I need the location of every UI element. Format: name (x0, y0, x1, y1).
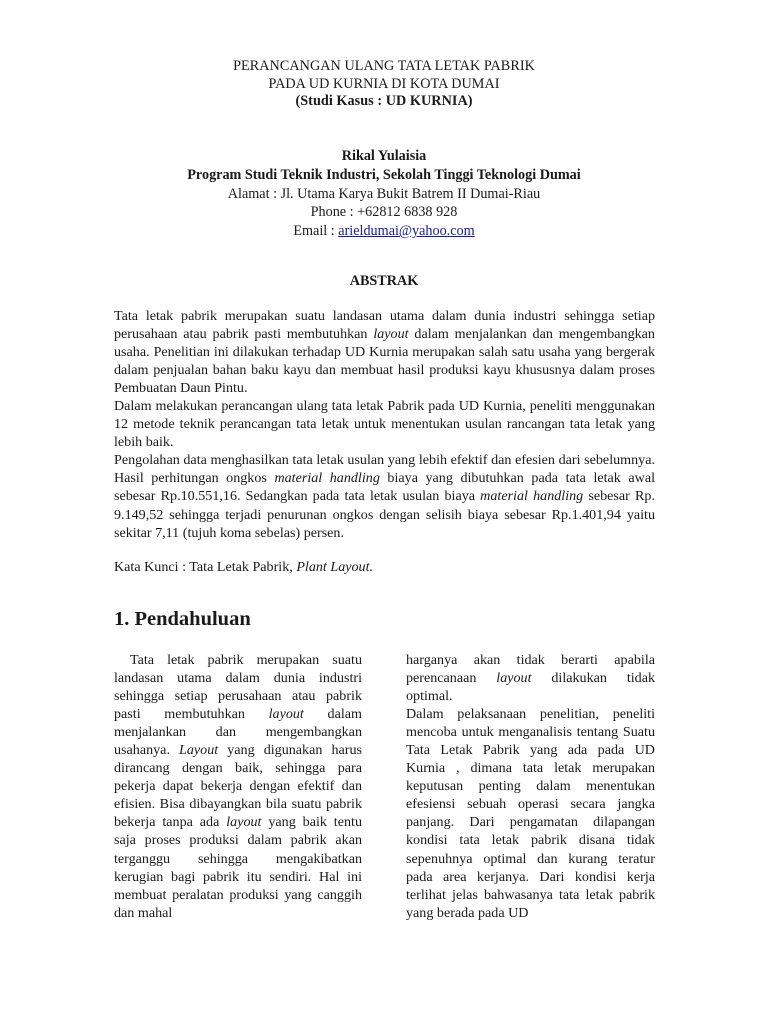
intro-text-b: dalam menjalankan dan mengembangkan usahanya. (114, 706, 362, 759)
intro-paragraph-3: Dalam pelaksanaan penelitian, peneliti mencoba untuk menganalisis tentang Suatu Tata Letak Pabrik yang ada pada UD Kurnia , dimana tata letak merupakan keputusan penting dalam menentukan efesiensi sebuah operasi secara jangka panjang. Dari pengamatan dilapangan kondisi tata letak pabrik disana tidak sepenuhnya optimal dan kurang teratur pada area kerjanya. Dari kondisi kerja terlihat jelas bahwasanya tata letak pabrik yang berada pada UD (406, 706, 655, 921)
abstract-p1-text-a: Tata letak pabrik merupakan suatu landasan utama dalam dunia industri sehingga setiap perusahaan atau pabrik pasti membutuhkan (114, 308, 655, 343)
title-line-3: (Studi Kasus : UD KURNIA) (295, 93, 473, 109)
section-heading-pendahuluan: 1. Pendahuluan (114, 608, 251, 630)
email-label: Email : (293, 223, 339, 240)
intro-text-a: Tata letak pabrik merupakan suatu landasan utama dalam dunia industri sehingga setiap perusahaan atau pabrik pasti membutuhkan (114, 652, 362, 723)
abstract-p3-italic-1: material handling (274, 470, 380, 487)
intro-paragraph-2 (406, 651, 655, 705)
title-line-2: PADA UD KURNIA DI KOTA DUMAI (268, 75, 500, 92)
abstract-heading: ABSTRAK (349, 273, 419, 289)
intro-right-text-a: harganya akan tidak berarti apabila perencanaan (406, 652, 655, 687)
intro-italic-2: Layout (179, 742, 219, 759)
column-left (114, 651, 362, 922)
abstract-paragraph-1 (114, 307, 655, 397)
abstract-body (114, 307, 655, 542)
paper-title (0, 58, 768, 111)
intro-right-text-b: dilakukan tidak optimal. (406, 670, 655, 705)
keywords (114, 558, 655, 576)
intro-italic-1: layout (268, 706, 304, 723)
abstract-p3-italic-2: material handling (480, 488, 584, 505)
abstract-p1-text-b: dalam menjalankan dan mengembangkan usaha. Penelitian ini dilakukan terhadap UD Kurnia merupakan salah satu usaha yang bergerak dalam penjualan bahan baku kayu dan membuat hasil produksi kayu khususnya dalam proses Pembuatan Daun Pintu. (114, 326, 655, 397)
author-address: Alamat : Jl. Utama Karya Bukit Batrem II Dumai-Riau (227, 185, 541, 202)
author-info (0, 147, 768, 241)
keywords-label: Kata Kunci : Tata Letak Pabrik, (114, 559, 297, 575)
column-right (406, 651, 655, 922)
abstract-paragraph-3 (114, 451, 655, 541)
intro-text-d: yang baik tentu saja proses produksi dalam pabrik akan terganggu sehingga mengakibatkan kerugian bagi pabrik itu sendiri. Hal ini membuat peralatan produksi yang canggih dan mahal (114, 814, 362, 921)
abstract-p3-text-c: sebesar Rp. 9.149,52 sehingga terjadi penurunan ongkos dengan selisih biaya sebesar Rp.1.401,94 yaitu sekitar 7,11 (tujuh koma sebelas) persen. (114, 488, 655, 541)
author-name: Rikal Yulaisia (341, 148, 427, 164)
intro-right-italic: layout (496, 670, 532, 687)
email-link[interactable]: arieldumai@yahoo.com (338, 223, 475, 240)
abstract-p1-italic: layout (373, 326, 409, 343)
author-email-line (0, 222, 768, 241)
intro-paragraph-1 (114, 651, 362, 922)
abstract-p3-text-a: Pengolahan data menghasilkan tata letak usulan yang lebih efektif dan efesien dari sebelumnya. Hasil perhitungan ongkos (114, 452, 655, 487)
title-line-1: PERANCANGAN ULANG TATA LETAK PABRIK (233, 58, 535, 74)
author-affiliation: Program Studi Teknik Industri, Sekolah Tinggi Teknologi Dumai (187, 166, 581, 183)
author-phone: Phone : +62812 6838 928 (310, 204, 458, 221)
abstract-p3-text-b: biaya yang dibutuhkan pada tata letak awal sebesar Rp.10.551,16. Sedangkan pada tata letak usulan biaya (114, 470, 656, 505)
intro-italic-3: layout (226, 814, 262, 831)
intro-text-c: yang digunakan harus dirancang dengan baik, sehingga para pekerja dapat bekerja dengan efektif dan efisien. Bisa dibayangkan bila suatu pabrik bekerja tanpa ada (114, 742, 362, 831)
keywords-italic: Plant Layout. (296, 559, 374, 575)
abstract-paragraph-2: Dalam melakukan perancangan ulang tata letak Pabrik pada UD Kurnia, peneliti menggunakan 12 metode teknik perancangan tata letak untuk menentukan usulan rancangan tata letak yang lebih baik. (114, 398, 655, 451)
